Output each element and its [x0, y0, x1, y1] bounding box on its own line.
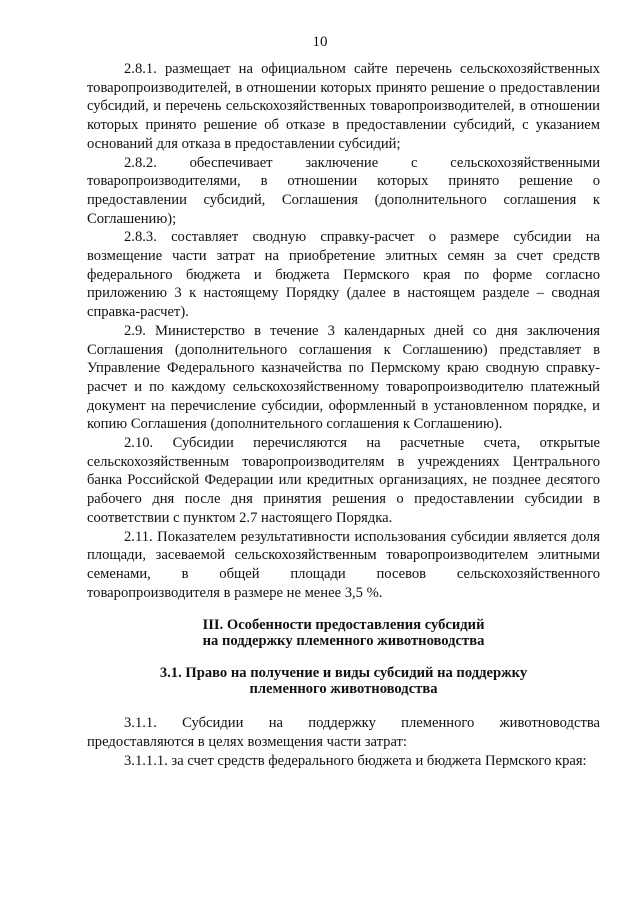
paragraph-2-9: 2.9. Министерство в течение 3 календарных дней со дня заключения Соглашения (дополнительного соглашения к Соглашению) представляет в Управление Федерального казначейства по Пермскому краю сводную справку-расчет и по каждому сельскохозяйственному товаропроизводителю платежный документ на перечисление субсидии, оформленный в установленном порядке, и копию Соглашения (дополнительного соглашения к Соглашению). [87, 322, 600, 433]
paragraph-2-10: 2.10. Субсидии перечисляются на расчетные счета, открытые сельскохозяйственным товаропроизводителям в учреждениях Центрального банка Российской Федерации или кредитных организациях, не позднее десятого рабочего дня после дня принятия решения о предоставлении субсидии в соответствии с пунктом 2.7 настоящего Порядка. [87, 435, 600, 526]
subsection-heading [87, 666, 600, 697]
paragraph-2-8-3: 2.8.3. составляет сводную справку-расчет о размере субсидии на возмещение части затрат на приобретение элитных семян за счет средств федерального бюджета и бюджета Пермского края по форме согласно приложению 3 к настоящему Порядку (далее в настоящем разделе – сводная справка-расчет). [87, 229, 600, 321]
section-heading-line-1: III. Особенности предоставления субсидий [202, 617, 485, 634]
paragraph-2-8-1: 2.8.1. размещает на официальном сайте перечень сельскохозяйственных товаропроизводителей, в отношении которых принято решение о предоставлении субсидий, и перечень сельскохозяйственных товаропроизводителей, в отношении которых принято решение об отказе в предоставлении субсидий, с указанием оснований для отказа в предоставлении субсидий; [87, 61, 600, 152]
subsection-heading-line-2: племенного животноводства [249, 680, 438, 697]
page-number: 10 [312, 34, 328, 50]
subsection-heading-line-1: 3.1. Право на получение и виды субсидий на поддержку [159, 665, 528, 682]
paragraph-2-8-2: 2.8.2. обеспечивает заключение с сельскохозяйственными товаропроизводителями, в отношении которых принято решение о предоставлении субсидий, Соглашения (дополнительного соглашения к Соглашению); [87, 154, 600, 227]
document-body [87, 60, 600, 771]
paragraph-2-11: 2.11. Показателем результативности использования субсидии является доля площади, засеваемой сельскохозяйственным товаропроизводителем элитными семенами, в общей площади посевов сельскохозяйственного товаропроизводителя в размере не менее 3,5 %. [87, 528, 600, 601]
paragraph-3-1-1: 3.1.1. Субсидии на поддержку племенного животноводства предоставляются в целях возмещения части затрат: [87, 715, 600, 751]
section-heading-line-2: на поддержку племенного животноводства [202, 632, 485, 649]
section-heading [87, 618, 600, 649]
paragraph-3-1-1-1: 3.1.1.1. за счет средств федерального бюджета и бюджета Пермского края: [124, 752, 587, 769]
